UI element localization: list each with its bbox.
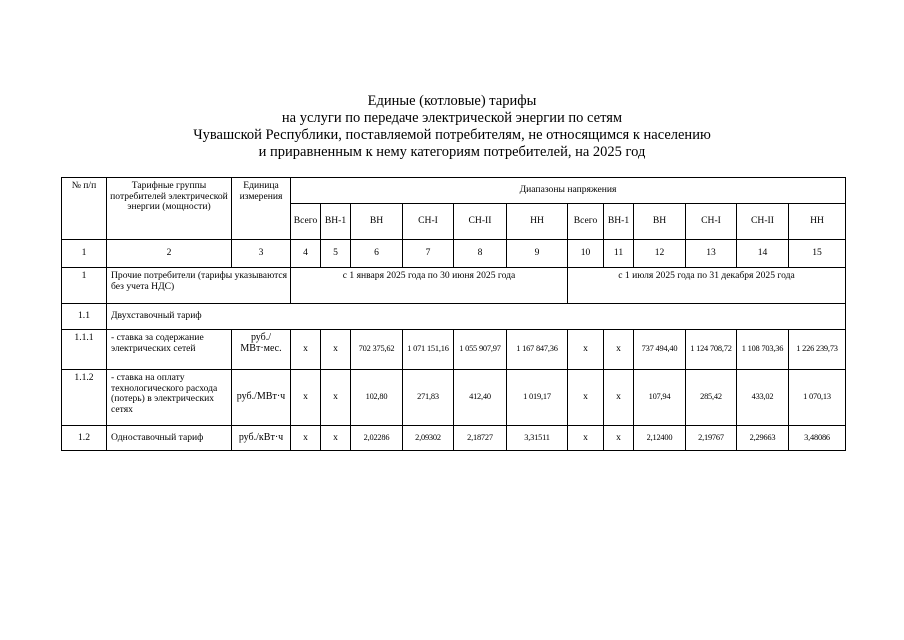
value-cell: x: [291, 426, 321, 451]
row-unit: руб./кВт·ч: [232, 426, 291, 451]
value-cell: 702 375,62: [351, 330, 403, 370]
value-cell: 1 226 239,73: [789, 330, 846, 370]
row-number: 1.1: [62, 304, 107, 330]
header-sub: Всего: [291, 204, 321, 240]
row-label: - ставка за содержание электрических сетей: [107, 330, 232, 370]
value-cell: 1 124 708,72: [686, 330, 737, 370]
header-sub: ВН-1: [604, 204, 634, 240]
col-number: 11: [604, 240, 634, 268]
value-cell: x: [568, 330, 604, 370]
header-row-1: [62, 178, 846, 204]
row-number: 1: [62, 268, 107, 304]
col-number: 14: [737, 240, 789, 268]
row-label: Прочие потребители (тарифы указываются без учета НДС): [107, 268, 291, 304]
value-cell: 2,02286: [351, 426, 403, 451]
value-cell: x: [291, 330, 321, 370]
value-cell: x: [568, 426, 604, 451]
col-number: 10: [568, 240, 604, 268]
row-unit: руб./МВт·мес.: [232, 330, 291, 370]
value-cell: 271,83: [403, 370, 454, 426]
period-first-half: с 1 января 2025 года по 30 июня 2025 года: [291, 268, 568, 304]
header-unit: Единица измерения: [232, 178, 291, 240]
value-cell: 433,02: [737, 370, 789, 426]
header-sub: СН-II: [737, 204, 789, 240]
row-number: 1.2: [62, 426, 107, 451]
value-cell: 1 071 151,16: [403, 330, 454, 370]
header-sub: СН-I: [403, 204, 454, 240]
col-number: 3: [232, 240, 291, 268]
value-cell: 2,19767: [686, 426, 737, 451]
value-cell: x: [604, 330, 634, 370]
value-cell: x: [321, 426, 351, 451]
value-cell: 3,31511: [507, 426, 568, 451]
value-cell: 2,09302: [403, 426, 454, 451]
col-number: 6: [351, 240, 403, 268]
col-number: 7: [403, 240, 454, 268]
header-sub: НН: [789, 204, 846, 240]
document-title: [0, 93, 904, 161]
value-cell: x: [291, 370, 321, 426]
row-two-part-tariff: [62, 304, 846, 330]
header-sub: ВН-1: [321, 204, 351, 240]
value-cell: x: [604, 426, 634, 451]
value-cell: x: [568, 370, 604, 426]
col-number: 8: [454, 240, 507, 268]
row-number: 1.1.1: [62, 330, 107, 370]
period-second-half: с 1 июля 2025 года по 31 декабря 2025 года: [568, 268, 846, 304]
col-number: 4: [291, 240, 321, 268]
value-cell: 1 019,17: [507, 370, 568, 426]
header-sub: СН-I: [686, 204, 737, 240]
value-cell: 107,94: [634, 370, 686, 426]
value-cell: 737 494,40: [634, 330, 686, 370]
row-label: Одноставочный тариф: [107, 426, 232, 451]
value-cell: 1 055 907,97: [454, 330, 507, 370]
col-number: 1: [62, 240, 107, 268]
header-groups: Тарифные группы потребителей электрической энергии (мощности): [107, 178, 232, 240]
value-cell: 1 167 847,36: [507, 330, 568, 370]
row-maintenance-rate: [62, 330, 846, 370]
column-number-row: [62, 240, 846, 268]
value-cell: 102,80: [351, 370, 403, 426]
col-number: 9: [507, 240, 568, 268]
value-cell: x: [321, 330, 351, 370]
header-sub: ВН: [634, 204, 686, 240]
value-cell: 2,29663: [737, 426, 789, 451]
row-label: Двухставочный тариф: [107, 304, 846, 330]
header-sub: НН: [507, 204, 568, 240]
row-single-part-tariff: [62, 426, 846, 451]
value-cell: x: [321, 370, 351, 426]
col-number: 2: [107, 240, 232, 268]
title-line-2: на услуги по передаче электрической энергии по сетям: [281, 110, 623, 126]
title-line-4: и приравненным к нему категориям потребителей, на 2025 год: [258, 144, 646, 160]
col-number: 12: [634, 240, 686, 268]
header-sub: СН-II: [454, 204, 507, 240]
value-cell: 1 070,13: [789, 370, 846, 426]
title-line-1: Единые (котловые) тарифы: [367, 93, 537, 109]
header-sub: ВН: [351, 204, 403, 240]
col-number: 5: [321, 240, 351, 268]
col-number: 15: [789, 240, 846, 268]
value-cell: 2,18727: [454, 426, 507, 451]
header-no: № п/п: [62, 178, 107, 240]
tariff-table: [61, 177, 846, 451]
row-unit: руб./МВт·ч: [232, 370, 291, 426]
row-losses-rate: [62, 370, 846, 426]
header-sub: Всего: [568, 204, 604, 240]
title-line-3: Чувашской Республики, поставляемой потребителям, не относящимся к населению: [193, 127, 711, 143]
row-other-consumers: [62, 268, 846, 304]
value-cell: 412,40: [454, 370, 507, 426]
value-cell: 285,42: [686, 370, 737, 426]
col-number: 13: [686, 240, 737, 268]
value-cell: 2,12400: [634, 426, 686, 451]
value-cell: 3,48086: [789, 426, 846, 451]
value-cell: x: [604, 370, 634, 426]
row-number: 1.1.2: [62, 370, 107, 426]
header-voltage-ranges: Диапазоны напряжения: [291, 178, 846, 204]
row-label: - ставка на оплату технологического расхода (потерь) в электрических сетях: [107, 370, 232, 426]
value-cell: 1 108 703,36: [737, 330, 789, 370]
